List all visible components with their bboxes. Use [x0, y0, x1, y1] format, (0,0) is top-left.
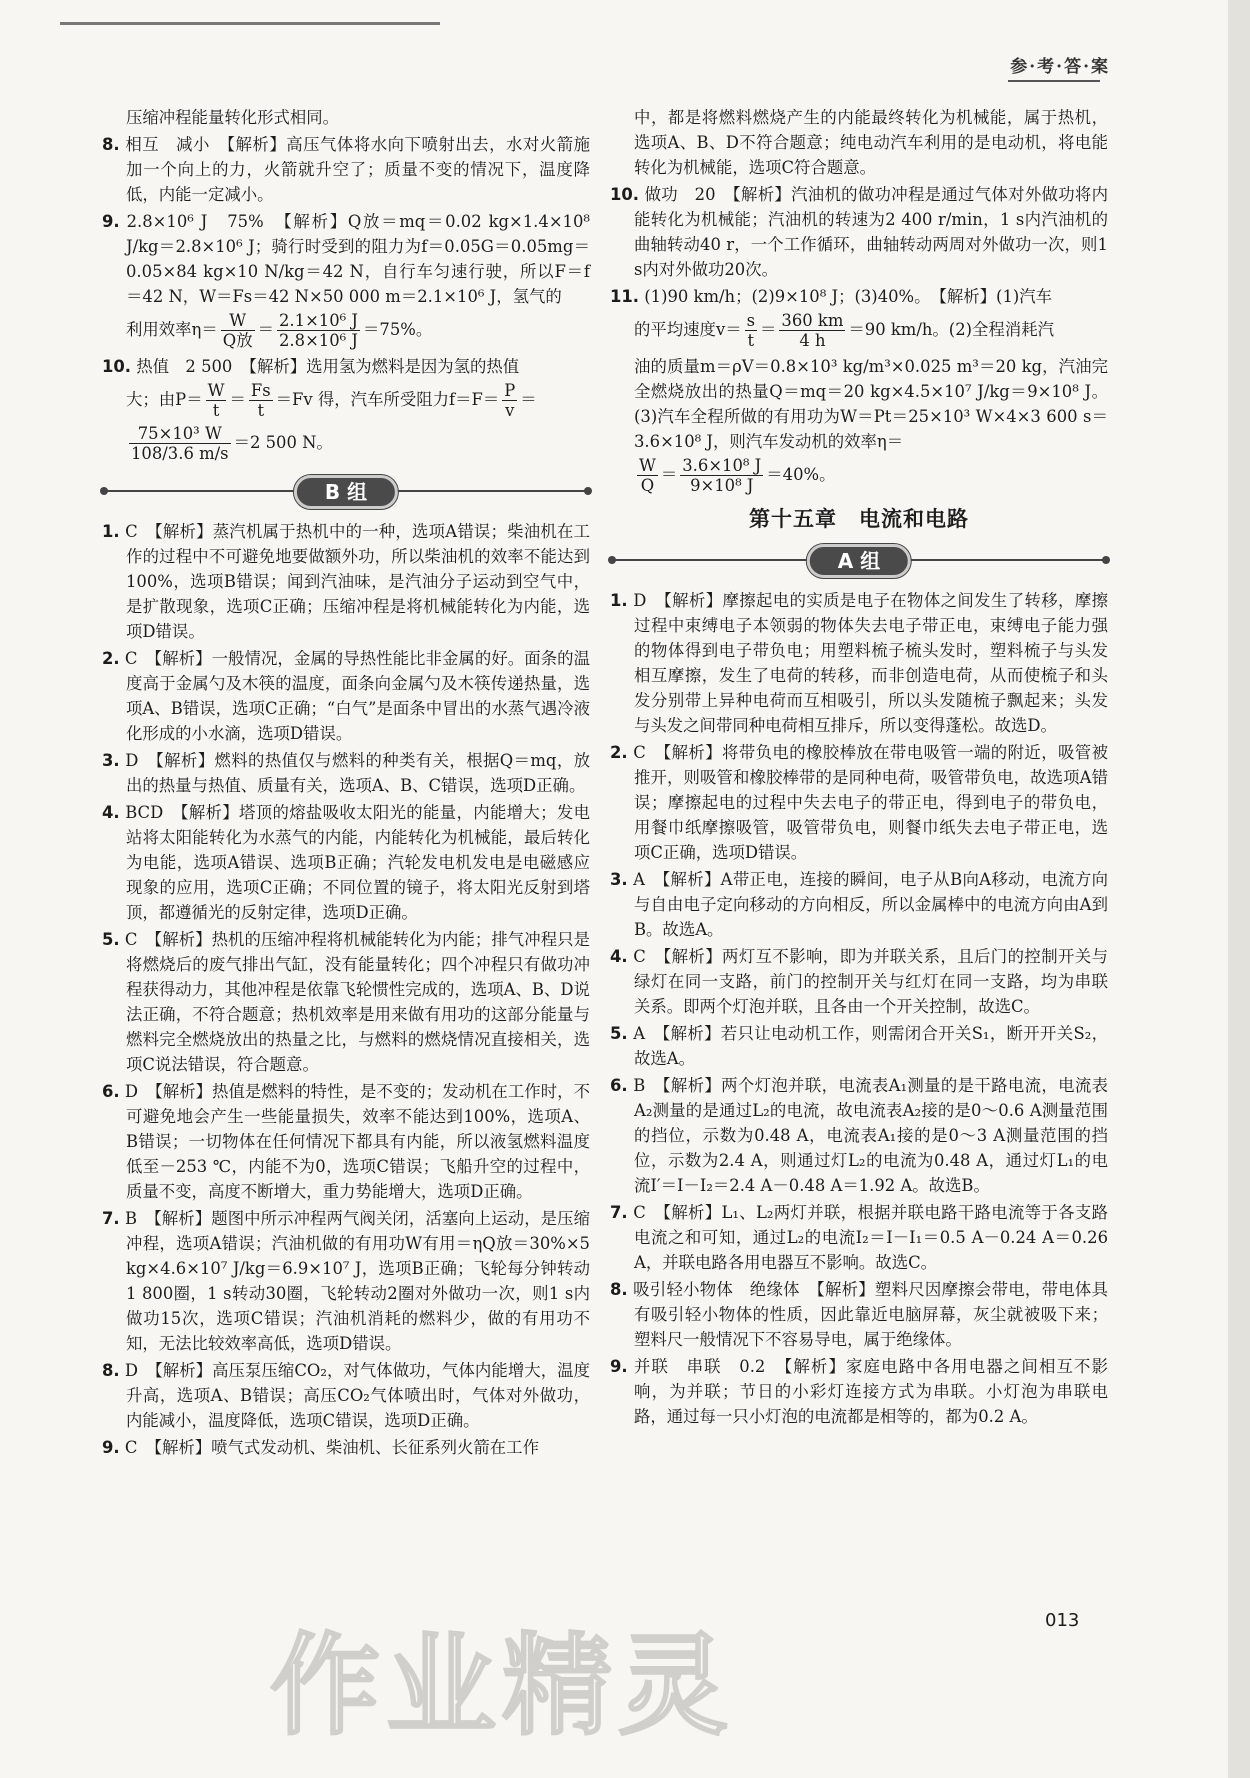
- answer-10-right: 10. 做功 20 【解析】汽油机的做功冲程是通过气体对外做功将内能转化为机械能；汽油机的转速为2 400 r/min，1 s内汽油机的曲轴转动40 r，一个工作循环，曲轴转动两周对外做功一次，则1 s内对外做功20次。: [610, 185, 1108, 279]
- answer-a4: 4. C 【解析】两灯互不影响，即为并联关系，且后门的控制开关与绿灯在同一支路，前门的控制开关与红灯在同一支路，均为串联关系。即两个灯泡并联，且各由一个开关控制，故选C。: [610, 947, 1108, 1016]
- answer-a7: 7. C 【解析】L₁、L₂两灯并联，根据并联电路干路电流等于各支路电流之和可知，通过L₂的电流I₂＝I－I₁＝0.5 A－0.24 A＝0.26 A，并联电路各用电器互不影响。故选C。: [610, 1203, 1108, 1272]
- force-formula: $\frac{\text{75×10³ W}}{108/3.6 m/s}$ ＝2 500 N。: [131, 424, 333, 463]
- watermark-text: 作业精灵: [270, 1622, 734, 1750]
- answer-a2: 2. C 【解析】将带负电的橡胶棒放在带电吸管一端的附近，吸管被推开，则吸管和橡胶棒带的是同种电荷，吸管带负电，故选项A错误；摩擦起电的过程中失去电子的带正电，得到电子的带负电，用餐巾纸摩擦吸管，吸管带负电，则餐巾纸失去电子带正电，选项C正确，选项D错误。: [610, 743, 1108, 862]
- answer-b3: 3. D 【解析】燃料的热值仅与燃料的种类有关，根据Q＝mq，放出的热量与热值、质量有关，选项A、B、C错误，选项D正确。: [102, 751, 590, 795]
- top-rule: [60, 22, 440, 25]
- power-formula: 大；由P＝ $\frac{W}{t}$ ＝ $\frac{Fs}{t}$ ＝Fv 得，汽车所受阻力f＝F＝ $\frac{P}{v}$ ＝: [126, 381, 537, 420]
- chapter-title: 第十五章 电流和电路: [749, 507, 969, 531]
- continued-text: 中，都是将燃料燃烧产生的内能最终转化为机械能，属于热机，选项A、B、D不符合题意；纯电动汽车利用的是电动机，将电能转化为机械能，选项C符合题意。: [634, 108, 1108, 177]
- group-a-label: A 组: [807, 544, 911, 578]
- group-b-banner: [102, 471, 590, 511]
- group-b-label: B 组: [294, 475, 398, 509]
- answer-9: 9. 2.8×10⁶ J 75% 【解析】Q放＝mq＝0.02 kg×1.4×10⁸ J/kg＝2.8×10⁶ J；骑行时受到的阻力为f＝0.05G＝0.05mg＝0.05×84 kg×10 N/kg＝42 N，自行车匀速行驶，所以F＝f＝42 N，W＝Fs＝42 N×50 000 m＝2.1×10⁶ J，氢气的: [102, 212, 590, 306]
- answer-10: 10. 热值 2 500 【解析】选用氢为燃料是因为氢的热值: [102, 357, 520, 376]
- engine-efficiency-formula: $\frac{W}{Q}$ ＝ $\frac{\text{3.6×10⁸ J}}{\text{9×10⁸ J}}$ ＝40%。: [639, 456, 836, 495]
- page-edge: [1228, 0, 1250, 1778]
- answer-a8: 8. 吸引轻小物体 绝缘体 【解析】塑料尺因摩擦会带电，带电体具有吸引轻小物体的性质，因此靠近电脑屏幕，灰尘就被吸下来；塑料尺一般情况下不容易导电，属于绝缘体。: [610, 1280, 1108, 1349]
- page-number: 013: [1045, 1610, 1080, 1631]
- answer-b8: 8. D 【解析】高压泵压缩CO₂，对气体做功，气体内能增大，温度升高，选项A、B错误；高压CO₂气体喷出时，气体对外做功，内能减小，温度降低，选项C错误，选项D正确。: [102, 1361, 590, 1430]
- answer-b4: 4. BCD 【解析】塔顶的熔盐吸收太阳光的能量，内能增大；发电站将太阳能转化为水蒸气的内能，内能转化为机械能，最后转化为电能，选项A错误、选项B正确；汽轮发电机发电是电磁感应现象的应用，选项C正确；不同位置的镜子，将太阳光反射到塔顶，都遵循光的反射定律，选项D正确。: [102, 803, 590, 922]
- right-column: [610, 105, 1108, 1431]
- answer-b6: 6. D 【解析】热值是燃料的特性，是不变的；发动机在工作时，不可避免地会产生一些能量损失，效率不能达到100%，选项A、B错误；一切物体在任何情况下都具有内能，所以液氢燃料温度低至－253 ℃，内能不为0，选项C错误；飞船升空的过程中，质量不变，高度不断增大，重力势能增大，选项D正确。: [102, 1082, 590, 1201]
- answer-a1: 1. D 【解析】摩擦起电的实质是电子在物体之间发生了转移，摩擦过程中束缚电子本领弱的物体失去电子带正电，束缚电子能力强的物体得到电子带负电；用塑料梳子梳头发时，塑料梳子与头发相互摩擦，发生了电荷的转移，而非创造电荷，从而使梳子和头发分别带上异种电荷而互相吸引，所以头发随梳子飘起来；头发与头发之间带同种电荷相互排斥，所以变得蓬松。故选D。: [610, 591, 1108, 735]
- answer-b2: 2. C 【解析】一般情况，金属的导热性能比非金属的好。面条的温度高于金属勺及木筷的温度，面条向金属勺及木筷传递热量，选项A、B错误，选项C正确；“白气”是面条中冒出的水蒸气遇冷液化形成的小水滴，选项D错误。: [102, 649, 590, 743]
- answer-11-cont: 油的质量m＝ρV＝0.8×10³ kg/m³×0.025 m³＝20 kg，汽油完全燃烧放出的热量Q＝mq＝20 kg×4.5×10⁷ J/kg＝9×10⁸ J。(3)汽车全程所做的有用功为W＝Pt＝25×10³ W×4×3 600 s＝3.6×10⁸ J，则汽车发动机的效率η＝: [634, 357, 1108, 451]
- efficiency-formula: 利用效率η＝ $\frac{W}{\text{Q放}}$ ＝ $\frac{\text{2.1×10⁶ J}}{\text{2.8×10⁶ J}}$ ＝75%。: [126, 311, 433, 350]
- speed-formula: 的平均速度v＝ $\frac{s}{t}$ ＝ $\frac{360 km}{4 h}$ ＝90 km/h。(2)全程消耗汽: [634, 311, 1054, 350]
- answer-a9: 9. 并联 串联 0.2 【解析】家庭电路中各用电器之间相互不影响，为并联；节日的小彩灯连接方式为串联。小灯泡为串联电路，通过每一只小灯泡的电流都是相等的，都为0.2 A。: [610, 1357, 1108, 1426]
- left-column: [102, 105, 590, 1462]
- answer-b5: 5. C 【解析】热机的压缩冲程将机械能转化为内能；排气冲程只是将燃烧后的废气排出气缸，没有能量转化；四个冲程只有做功冲程获得动力，其他冲程是依靠飞轮惯性完成的，选项A、B、D说法正确，不符合题意；热机效率是用来做有用功的这部分能量与燃料完全燃烧放出的热量之比，与燃料的燃烧情况直接相关，选项C说法错误，符合题意。: [102, 930, 590, 1074]
- intro-text: 压缩冲程能量转化形式相同。: [126, 108, 340, 127]
- group-a-banner: [610, 540, 1108, 580]
- answer-b9: 9. C 【解析】喷气式发动机、柴油机、长征系列火箭在工作: [102, 1438, 539, 1457]
- answer-a6: 6. B 【解析】两个灯泡并联，电流表A₁测量的是干路电流，电流表A₂测量的是通过L₂的电流，故电流表A₂接的是0～0.6 A测量范围的挡位，示数为0.48 A，电流表A₁接的是0～3 A测量范围的挡位，示数为2.4 A，则通过灯L₂的电流为0.48 A，通过灯L₁的电流I′＝I－I₂＝2.4 A－0.48 A＝1.92 A。故选B。: [610, 1076, 1108, 1195]
- answer-11: 11. (1)90 km/h；(2)9×10⁸ J；(3)40%。 【解析】(1)汽车: [610, 287, 1053, 306]
- header-title: 参·考·答·案: [1010, 57, 1110, 77]
- header-rule: [1008, 80, 1100, 82]
- answer-b1: 1. C 【解析】蒸汽机属于热机中的一种，选项A错误；柴油机在工作的过程中不可避免地要做额外功，所以柴油机的效率不能达到100%，选项B错误；闻到汽油味，是汽油分子运动到空气中，是扩散现象，选项C正确；压缩冲程是将机械能转化为内能，选项D错误。: [102, 522, 590, 641]
- answer-8: 8. 相互 减小 【解析】高压气体将水向下喷射出去，水对火箭施加一个向上的力，火箭就升空了；质量不变的情况下，温度降低，内能一定减小。: [102, 135, 590, 204]
- answer-a3: 3. A 【解析】A带正电，连接的瞬间，电子从B向A移动，电流方向与自由电子定向移动的方向相反，所以金属棒中的电流方向由A到B。故选A。: [610, 870, 1108, 939]
- answer-a5: 5. A 【解析】若只让电动机工作，则需闭合开关S₁，断开开关S₂，故选A。: [610, 1024, 1108, 1068]
- answer-b7: 7. B 【解析】题图中所示冲程两气阀关闭，活塞向上运动，是压缩冲程，选项A错误；汽油机做的有用功W有用＝ηQ放＝30%×5 kg×4.6×10⁷ J/kg＝6.9×10⁷ J，选项B正确；飞轮每分钟转动1 800圈，1 s转动30圈，飞轮转动2圈对外做功一次，则1 s内做功15次，选项C错误；汽油机消耗的燃料少，做的有用功不知，无法比较效率高低，选项D错误。: [102, 1209, 590, 1353]
